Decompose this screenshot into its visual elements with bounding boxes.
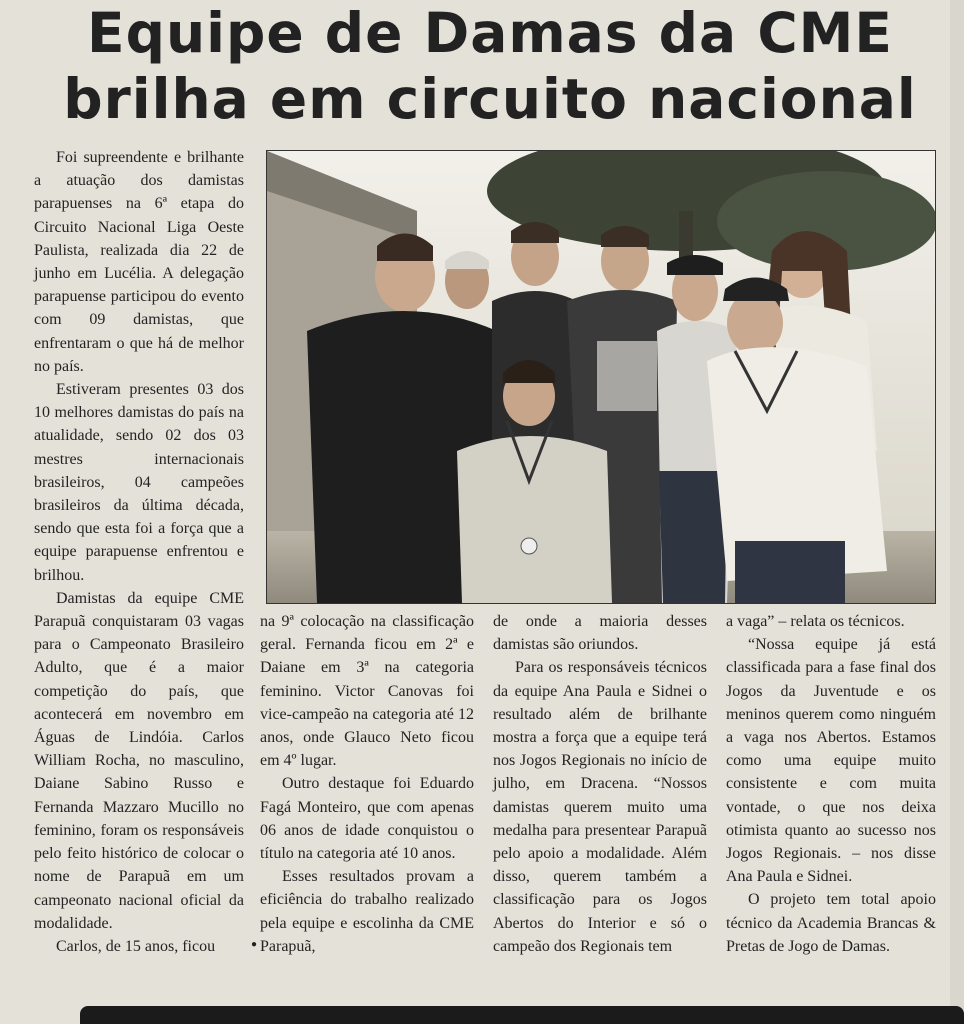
- paragraph: na 9ª colocação na classificação geral. Fernanda ficou em 2ª e Daiane em 3ª na categoria feminino. Victor Canovas foi vice-campeão na categoria até 12 anos, onde Glauco Neto ficou em 4º lugar.: [260, 613, 474, 770]
- paragraph: de onde a maioria desses damistas são oriundos.: [493, 613, 707, 654]
- paragraph: O projeto tem total apoio técnico da Academia Brancas & Pretas de Jogo de Damas.: [726, 891, 936, 955]
- paragraph: Para os responsáveis técnicos da equipe Ana Paula e Sidnei o resultado além de brilhante mostra a força que a equipe terá nos Jogos Regionais no início de julho, em Dracena. “Nossos damistas querem muito uma medalha para presentear Parapuã pelo apoio a modalidade. Além disso, querem também a classificação para os Jogos Abertos do Interior e só o campeão dos Regionais tem: [493, 659, 707, 955]
- paragraph: Esses resultados provam a eficiência do trabalho realizado pela equipe e escolinha da CME Parapuã,: [260, 868, 474, 955]
- headline-line-1: Equipe de Damas da CME: [87, 1, 893, 65]
- team-photo-image: [267, 151, 935, 603]
- paragraph: Carlos, de 15 anos, ficou: [56, 937, 216, 955]
- article-column-3: [493, 610, 707, 958]
- paragraph: “Nossa equipe já está classificada para a fase final dos Jogos da Juventude e os meninos querem como ninguém a vaga nos Abertos. Estamos como uma equipe muito consistente e com muita vontade, o que nos deixa otimista quanto ao sucesso nos Jogos Regionais. – nos disse Ana Paula e Sidnei.: [726, 636, 936, 886]
- headline: [40, 0, 940, 132]
- bullet-mark: ●: [251, 939, 258, 950]
- adjacent-page-strip: [950, 0, 964, 1024]
- article-column-2: [260, 610, 474, 958]
- paragraph: Outro destaque foi Eduardo Fagá Monteiro, que com apenas 06 anos de idade conquistou o título na categoria até 10 anos.: [260, 775, 474, 863]
- team-photo: [266, 150, 936, 604]
- paragraph: a vaga” – relata os técnicos.: [726, 613, 905, 630]
- paragraph: Damistas da equipe CME Parapuã conquistaram 03 vagas para o Campeonato Brasileiro Adulto, que é a maior competição do país, que acontecerá em novembro em Águas de Lindóia. Carlos William Rocha, no masculino, Daiane Sabino Russo e Fernanda Mazzaro Mucillo no feminino, foram os responsáveis pelo feito histórico de colocar o nome de Parapuã em um campeonato nacional oficial da modalidade.: [34, 589, 244, 932]
- headline-line-2: brilha em circuito nacional: [63, 67, 917, 131]
- next-headline-fragment: [80, 1006, 964, 1024]
- article-column-1: [34, 146, 244, 958]
- paragraph: Estiveram presentes 03 dos 10 melhores damistas do país na atualidade, sendo 02 dos 03 mestres internacionais brasileiros, 04 campeões brasileiros da última década, sendo que esta foi a força que a equipe parapuense enfrentou e brilhou.: [34, 381, 244, 584]
- article-column-4: [726, 610, 936, 958]
- paragraph: Foi supreendente e brilhante a atuação dos damistas parapuenses na 6ª etapa do Circuito Nacional Liga Oeste Paulista, realizada dia 22 de junho em Lucélia. A delegação parapuense participou do evento com 09 damistas, que enfrentaram o que há de melhor no país.: [34, 149, 244, 375]
